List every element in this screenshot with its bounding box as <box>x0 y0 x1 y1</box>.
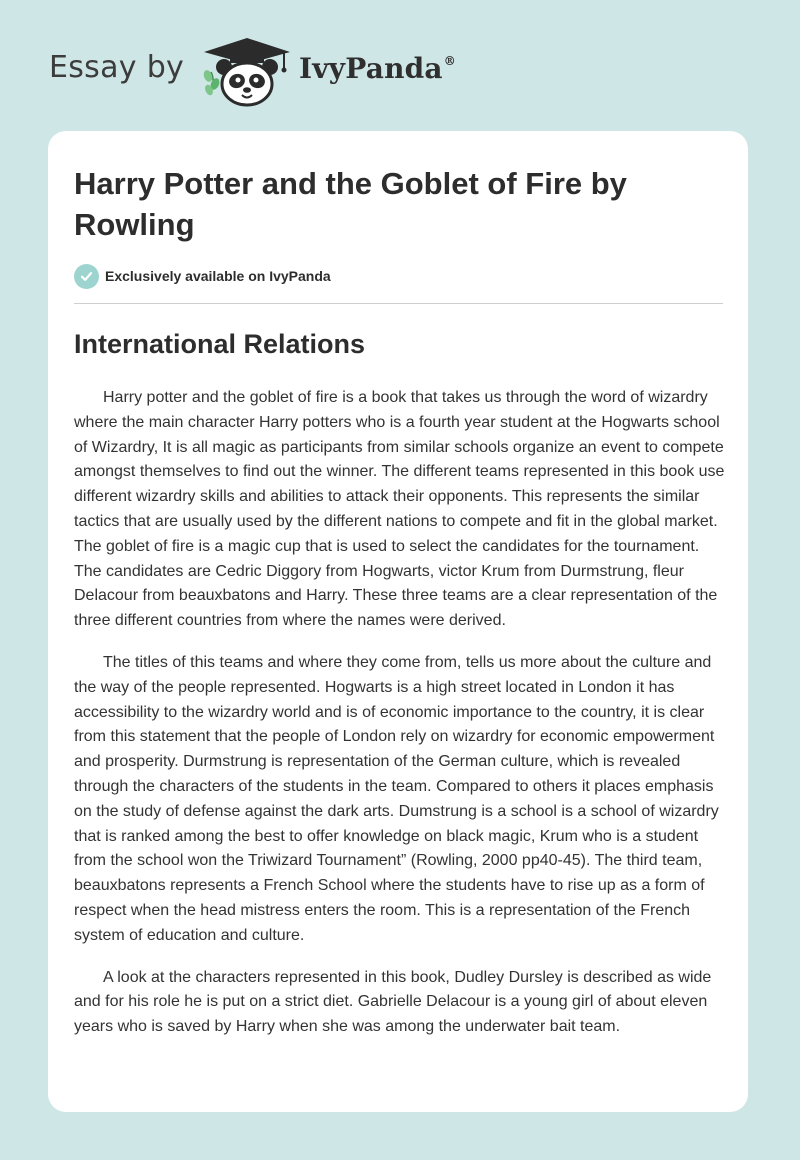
section-heading: International Relations <box>74 329 366 359</box>
essay-by-label: Essay by <box>49 50 185 85</box>
ivy-leaf-icon <box>202 69 221 96</box>
essay-title: Harry Potter and the Goblet of Fire by Rowling <box>74 166 627 242</box>
site-header <box>0 0 800 125</box>
exclusive-badge <box>74 263 331 289</box>
ivypanda-panda-logo-icon[interactable] <box>200 34 295 109</box>
check-icon <box>74 264 99 289</box>
essay-body <box>74 386 726 1057</box>
paragraph: The titles of this teams and where they come from, tells us more about the culture and the way of the people represented. Hogwarts is a high street located in London it has accessibility to the wizardry world and is of economic importance to the country, it is clear from this statement that the people of London rely on wizardry for economic empowerment and prosperity. Durmstrung is representation of the German culture, which is revealed through the characters of the students in the team. Compared to others it places emphasis on the study of defense against the dark arts. Dumstrung is a school is a school of wizardry that is ranked among the best to offer knowledge on black magic, Krum who is a student from the school won the Triwizard Tournament” (Rowling, 2000 pp40-45). The third team, beauxbatons represents a French School where the students have to rise up as a form of respect when the head mistress enters the room. This is a representation of the French system of education and culture. <box>74 653 719 944</box>
essay-card <box>48 131 748 1112</box>
brand-name[interactable] <box>299 52 456 85</box>
brand-name-text: IvyPanda <box>299 52 443 85</box>
exclusive-badge-label: Exclusively available on IvyPanda <box>105 268 331 284</box>
paragraph: A look at the characters represented in this book, Dudley Dursley is described as wide and for his role he is put on a strict diet. Gabrielle Delacour is a young girl of about eleven years who is saved by Harry when she was among the underwater bait team. <box>74 968 712 1036</box>
registered-mark: ® <box>443 54 456 68</box>
paragraph: Harry potter and the goblet of fire is a book that takes us through the word of wizardry where the main character Harry potters who is a fourth year student at the Hogwarts school of Wizardry, It is all magic as participants from similar schools organize an event to compete amongst themselves to find out the winner. The different teams represented in this book use different wizardry skills and abilities to attack their opponents. This represents the similar tactics that are usually used by the different nations to compete and fit in the global market. The goblet of fire is a magic cup that is used to select the candidates for the tournament. The candidates are Cedric Diggory from Hogwarts, victor Krum from Durmstrung, fleur Delacour from beauxbatons and Harry. These three teams are a clear representation of the three different countries from where the names were derived. <box>74 389 725 630</box>
divider <box>74 303 723 304</box>
